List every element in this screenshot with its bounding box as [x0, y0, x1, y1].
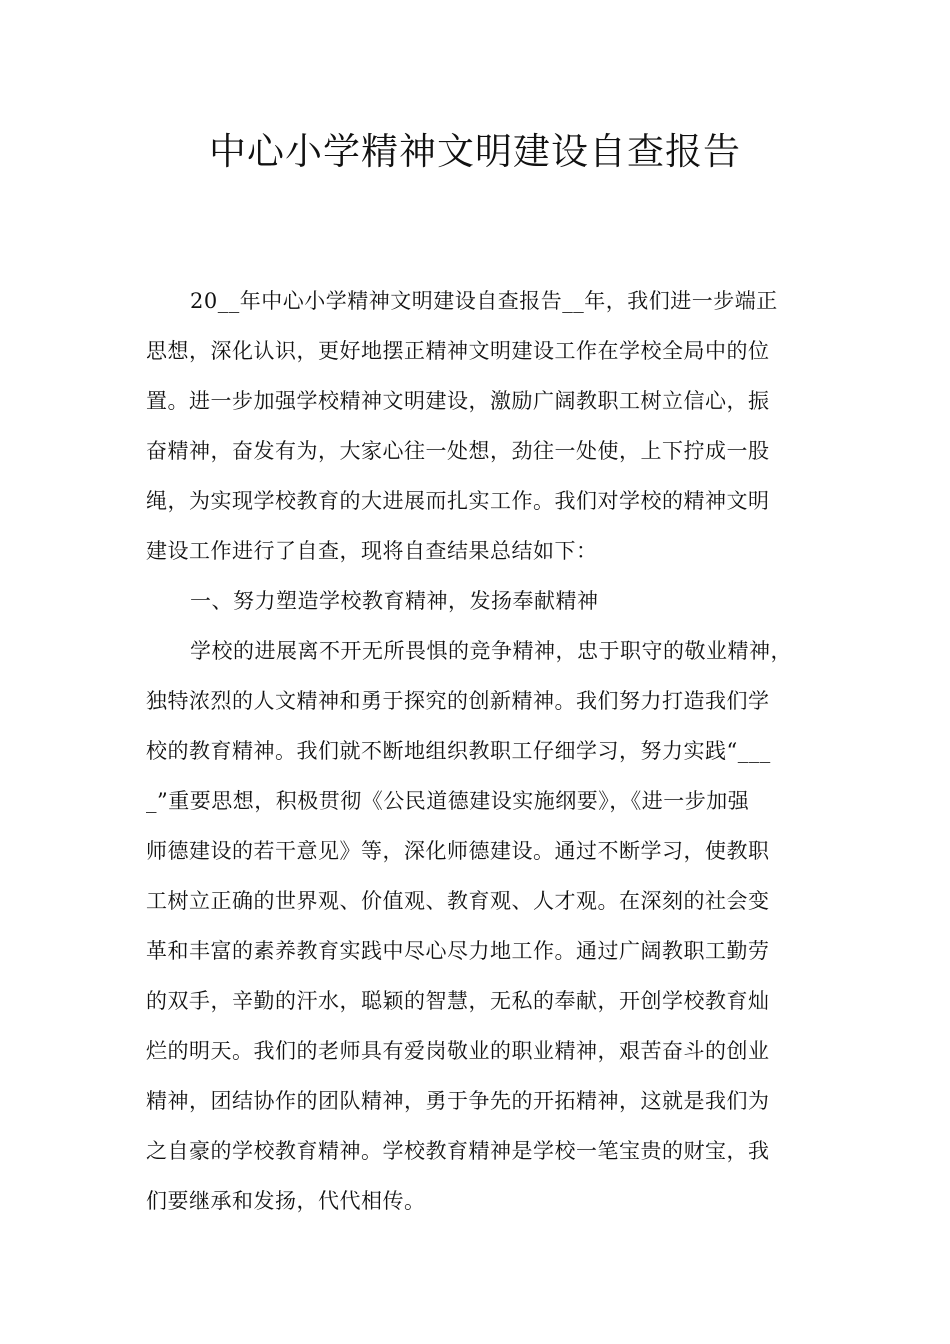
paragraph-line: 20__年中心小学精神文明建设自查报告__年，我们进一步端正 — [190, 289, 778, 313]
paragraph-line: 师德建设的若干意见》等，深化师德建设。通过不断学习，使教职 — [146, 839, 770, 863]
paragraph-line: 置。进一步加强学校精神文明建设，激励广阔教职工树立信心，振 — [146, 389, 770, 413]
paragraph-line: 建设工作进行了自查，现将自查结果总结如下： — [146, 539, 598, 563]
document-title: 中心小学精神文明建设自查报告 — [209, 130, 741, 173]
paragraph-line: _”重要思想，积极贯彻《公民道德建设实施纲要》，《进一步加强 — [146, 789, 750, 813]
paragraph-line: 精神，团结协作的团队精神，勇于争先的开拓精神，这就是我们为 — [146, 1089, 770, 1113]
paragraph-line: 之自豪的学校教育精神。学校教育精神是学校一笔宝贵的财宝，我 — [146, 1139, 770, 1163]
section-heading: 一、努力塑造学校教育精神，发扬奉献精神 — [190, 589, 599, 613]
paragraph-line: 工树立正确的世界观、价值观、教育观、人才观。在深刻的社会变 — [146, 889, 770, 913]
paragraph-line: 们要继承和发扬，代代相传。 — [146, 1189, 426, 1213]
paragraph-line: 学校的进展离不开无所畏惧的竞争精神，忠于职守的敬业精神， — [190, 639, 792, 663]
paragraph-line: 独特浓烈的人文精神和勇于探究的创新精神。我们努力打造我们学 — [146, 689, 770, 713]
paragraph-line: 校的教育精神。我们就不断地组织教职工仔细学习，努力实践“___ — [146, 739, 771, 763]
paragraph-line: 绳，为实现学校教育的大进展而扎实工作。我们对学校的精神文明 — [146, 489, 770, 513]
paragraph-line: 的双手，辛勤的汗水，聪颖的智慧，无私的奉献，开创学校教育灿 — [146, 989, 770, 1013]
paragraph-line: 革和丰富的素养教育实践中尽心尽力地工作。通过广阔教职工勤劳 — [146, 939, 770, 963]
paragraph-line: 烂的明天。我们的老师具有爱岗敬业的职业精神，艰苦奋斗的创业 — [146, 1039, 770, 1063]
paragraph-line: 思想，深化认识，更好地摆正精神文明建设工作在学校全局中的位 — [146, 339, 770, 363]
paragraph-line: 奋精神，奋发有为，大家心往一处想，劲往一处使，上下拧成一股 — [146, 439, 770, 463]
